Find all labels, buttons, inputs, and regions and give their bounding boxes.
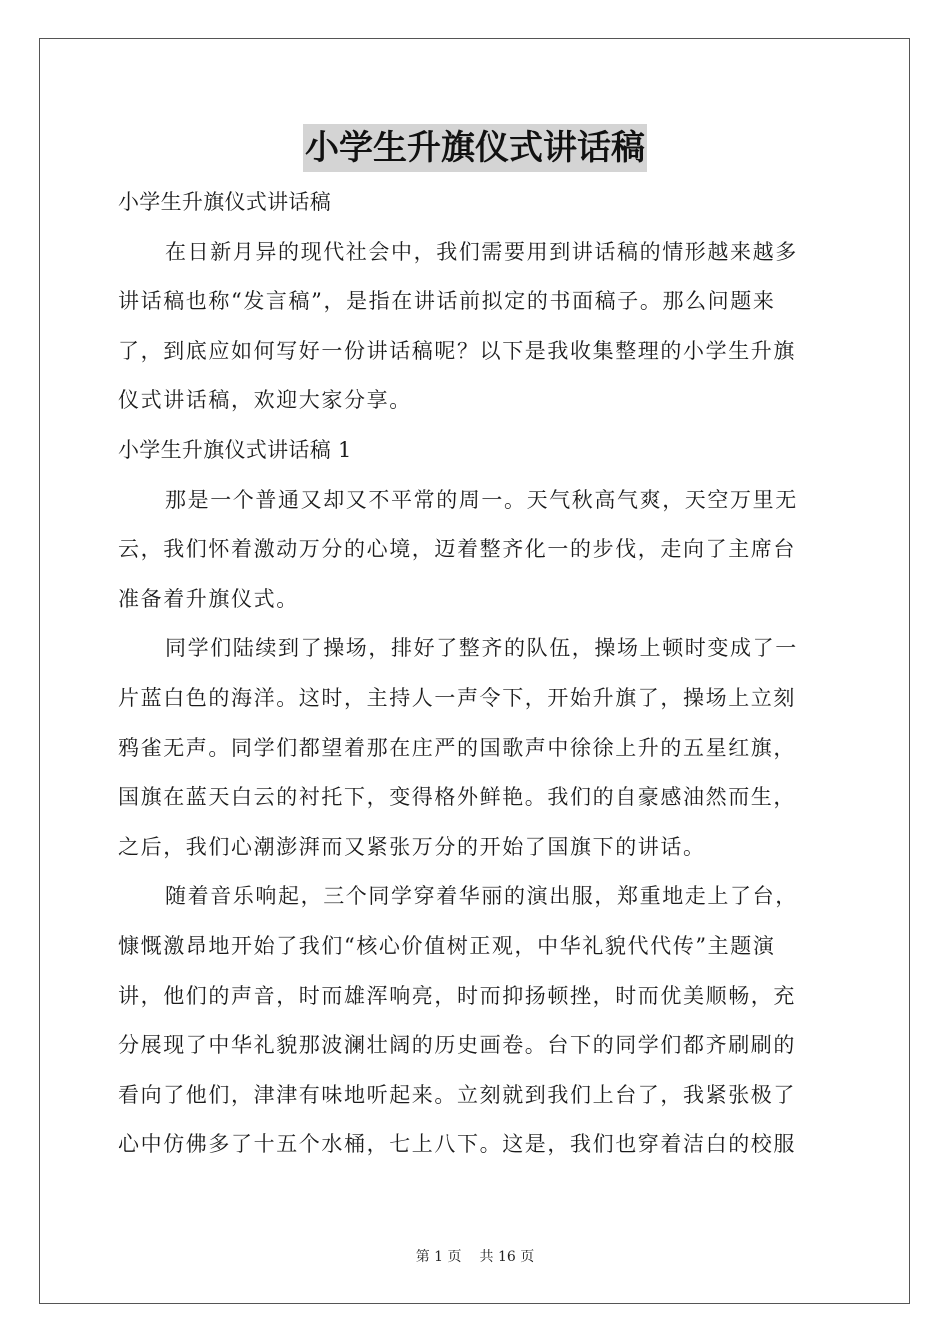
- document-body: [118, 178, 838, 1170]
- page-footer: [0, 1247, 950, 1267]
- paragraph-line: 了，到底应如何写好一份讲话稿呢？以下是我收集整理的小学生升旗: [118, 338, 796, 363]
- paragraph-line: 心中仿佛多了十五个水桶，七上八下。这是，我们也穿着洁白的校服: [118, 1132, 796, 1157]
- page-total: 共 16 页: [479, 1249, 535, 1265]
- section-heading: 小学生升旗仪式讲话稿 1: [118, 437, 352, 462]
- paragraph-line: 同学们陆续到了操场，排好了整齐的队伍，操场上顿时变成了一: [165, 636, 798, 661]
- paragraph-line: 分展现了中华礼貌那波澜壮阔的历史画卷。台下的同学们都齐刷刷的: [118, 1033, 796, 1058]
- paragraph-line: 准备着升旗仪式。: [118, 586, 299, 611]
- paragraph-line: 云，我们怀着激动万分的心境，迈着整齐化一的步伐，走向了主席台: [118, 537, 796, 562]
- paragraph-line: 之后，我们心潮澎湃而又紧张万分的开始了国旗下的讲话。: [118, 834, 706, 859]
- paragraph-line: 那是一个普通又却又不平常的周一。天气秋高气爽，天空万里无: [165, 487, 798, 512]
- paragraph-line: 国旗在蓝天白云的衬托下，变得格外鲜艳。我们的自豪感油然而生，: [118, 785, 796, 810]
- paragraph-line: 看向了他们，津津有味地听起来。立刻就到我们上台了，我紧张极了: [118, 1082, 796, 1107]
- document-title: 小学生升旗仪式讲话稿: [303, 124, 647, 172]
- page-number: 第 1 页: [415, 1249, 462, 1265]
- paragraph-line: 讲，他们的声音，时而雄浑响亮，时而抑扬顿挫，时而优美顺畅，充: [118, 983, 796, 1008]
- section-heading: 小学生升旗仪式讲话稿: [118, 190, 331, 214]
- paragraph-line: 讲话稿也称“发言稿”，是指在讲话前拟定的书面稿子。那么问题来: [118, 289, 776, 314]
- paragraph-line: 慷慨激昂地开始了我们“核心价值树正观，中华礼貌代代传”主题演: [118, 933, 776, 958]
- title-container: [0, 124, 950, 172]
- paragraph-line: 随着音乐响起，三个同学穿着华丽的演出服，郑重地走上了台，: [165, 884, 798, 909]
- paragraph-line: 片蓝白色的海洋。这时，主持人一声令下，开始升旗了，操场上立刻: [118, 685, 796, 710]
- paragraph-line: 仪式讲话稿，欢迎大家分享。: [118, 388, 412, 413]
- paragraph-line: 在日新月异的现代社会中，我们需要用到讲话稿的情形越来越多: [165, 239, 798, 264]
- paragraph-line: 鸦雀无声。同学们都望着那在庄严的国歌声中徐徐上升的五星红旗，: [118, 735, 796, 760]
